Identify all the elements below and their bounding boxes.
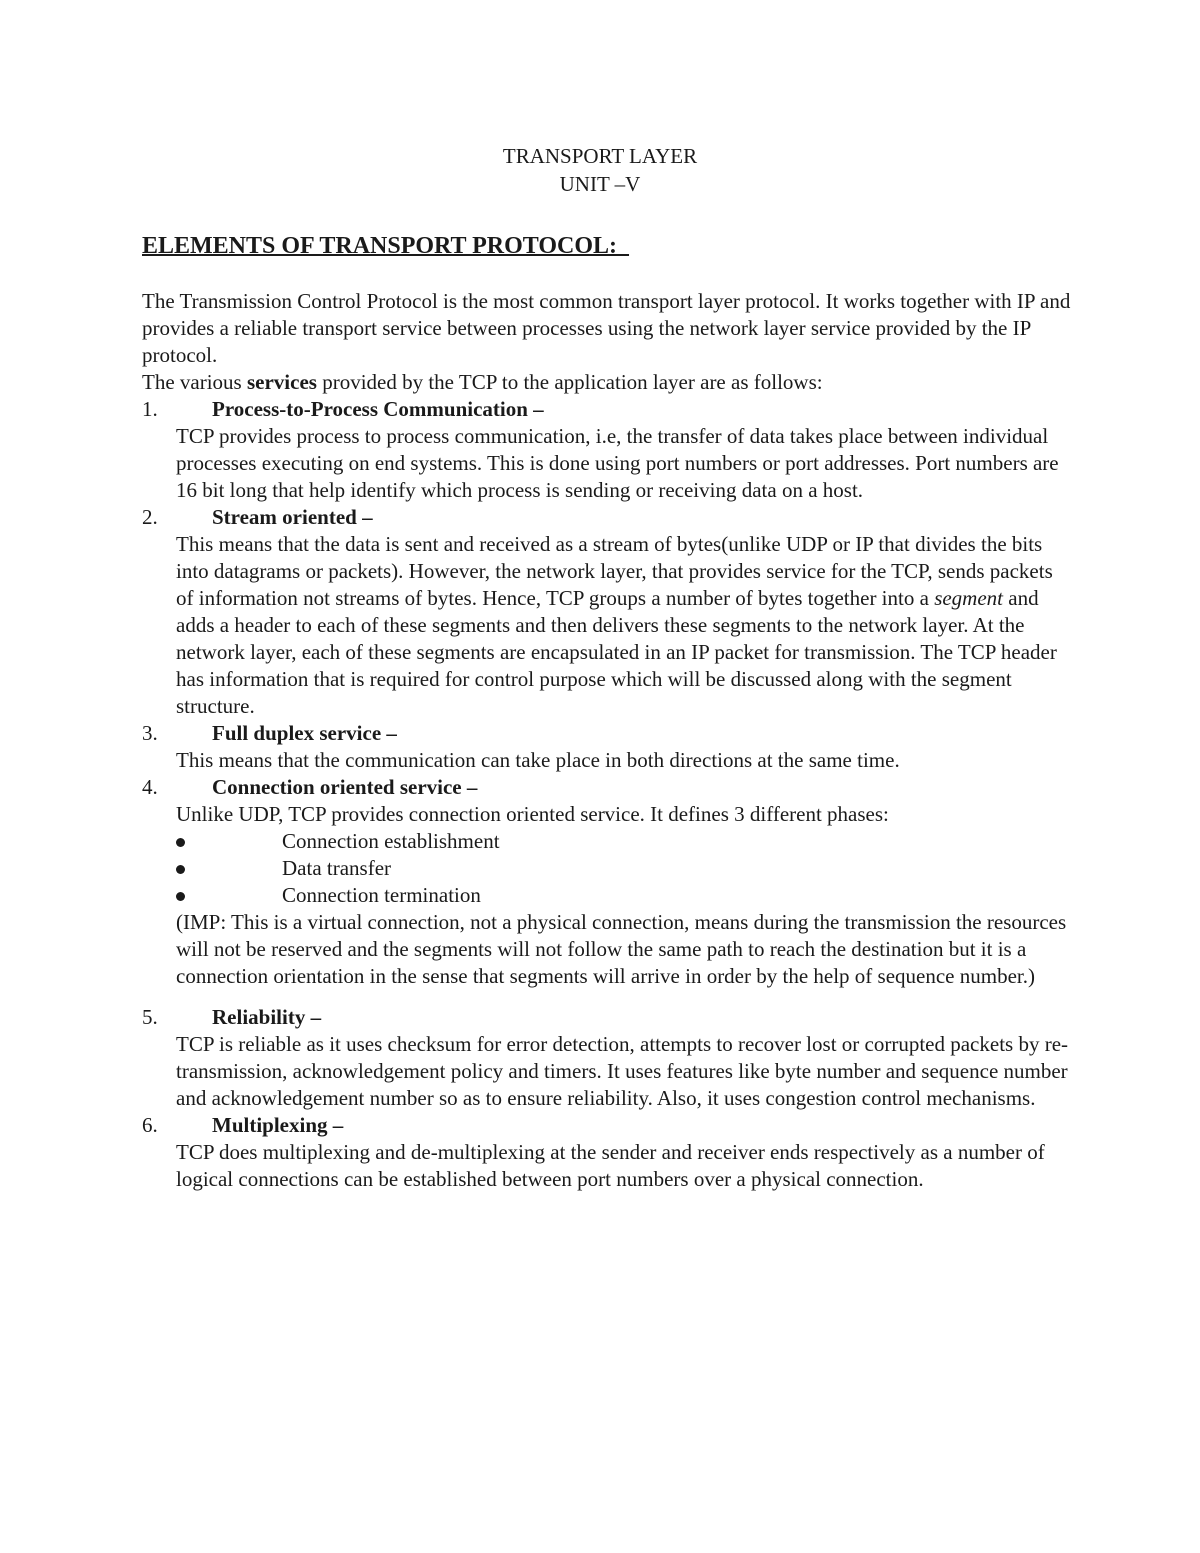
item-title: Connection oriented service –: [212, 775, 478, 799]
phase-label: Connection establishment: [282, 829, 500, 853]
item-description: TCP provides process to process communication, i.e, the transfer of data takes place between individual processes executing on end systems. This is done using port numbers or port addresses. Port numbers are 16 bit long that help identify which process is sending or receiving data on a host.: [176, 424, 1059, 502]
item-head: [142, 1004, 1072, 1031]
bullet-icon: [176, 828, 282, 855]
item-head: [142, 504, 1072, 531]
list-item: [142, 720, 1072, 774]
item-head: [142, 1112, 1072, 1139]
item-description-part: and adds a header to each of these segments and then delivers these segments to the network layer. At the network layer, each of these segments are encapsulated in an IP packet for transmission. The TCP header has information that is required for control purpose which will be discussed along with the segment structure.: [176, 586, 1057, 718]
item-description: TCP does multiplexing and de-multiplexing at the sender and receiver ends respectively as a number of logical connections can be established between port numbers over a physical connection.: [176, 1140, 1045, 1191]
list-item: [142, 774, 1072, 990]
item-number: 6.: [142, 1113, 158, 1137]
list-item: [142, 1004, 1072, 1112]
section-heading: ELEMENTS OF TRANSPORT PROTOCOL:: [142, 233, 630, 259]
item-head: [142, 720, 1072, 747]
item-number: 4.: [142, 775, 158, 799]
phase-list: [176, 828, 1072, 909]
phase-item: [176, 855, 1072, 882]
services-intro-suffix: provided by the TCP to the application layer are as follows:: [316, 370, 823, 394]
list-item: [142, 1112, 1072, 1193]
item-description: This means that the communication can take place in both directions at the same time.: [176, 748, 900, 772]
services-intro-bold: services: [246, 370, 317, 394]
item-number: 1.: [142, 397, 158, 421]
item-description: TCP is reliable as it uses checksum for error detection, attempts to recover lost or corrupted packets by re-transmission, acknowledgement policy and timers. It uses features like byte number and sequence number and acknowledgement number so as to ensure reliability. Also, it uses congestion control mechanisms.: [176, 1032, 1069, 1110]
title-block: [0, 142, 1200, 198]
item-description: [176, 531, 1072, 720]
list-item: [142, 396, 1072, 504]
item-title: Process-to-Process Communication –: [212, 397, 544, 421]
document-title: TRANSPORT LAYER: [502, 144, 698, 168]
item-title: Stream oriented –: [212, 505, 373, 529]
phase-item: [176, 828, 1072, 855]
list-item: [142, 504, 1072, 720]
phase-item: [176, 882, 1072, 909]
item-number: 2.: [142, 505, 158, 529]
intro-paragraph: The Transmission Control Protocol is the most common transport layer protocol. It works together with IP and provides a reliable transport service between processes using the network layer service provided by the IP protocol.: [142, 289, 1071, 367]
services-intro-prefix: The various: [142, 370, 247, 394]
important-note: (IMP: This is a virtual connection, not a physical connection, means during the transmission the resources will not be reserved and the segments will not follow the same path to reach the destination but it is a connection orientation in the sense that segments will arrive in order by the help of sequence number.): [176, 910, 1067, 988]
document-body: [142, 288, 1072, 1193]
bullet-icon: [176, 882, 282, 909]
item-title: Multiplexing –: [212, 1113, 344, 1137]
item-description: Unlike UDP, TCP provides connection oriented service. It defines 3 different phases:: [176, 802, 889, 826]
services-intro: [142, 369, 1072, 396]
item-number: 3.: [142, 721, 158, 745]
document-subtitle: UNIT –V: [559, 172, 641, 196]
item-title: Full duplex service –: [212, 721, 397, 745]
item-description-part: This means that the data is sent and received as a stream of bytes(unlike UDP or IP that divides the bits into datagrams or packets). However, the network layer, that provides service for the TCP, sends packets of information not streams of bytes. Hence, TCP groups a number of bytes together into a: [176, 532, 1053, 610]
phase-label: Data transfer: [282, 856, 392, 880]
item-number: 5.: [142, 1005, 158, 1029]
item-head: [142, 396, 1072, 423]
item-head: [142, 774, 1072, 801]
item-title: Reliability –: [212, 1005, 322, 1029]
bullet-icon: [176, 855, 282, 882]
phase-label: Connection termination: [282, 883, 481, 907]
item-description-italic: segment: [934, 586, 1004, 610]
